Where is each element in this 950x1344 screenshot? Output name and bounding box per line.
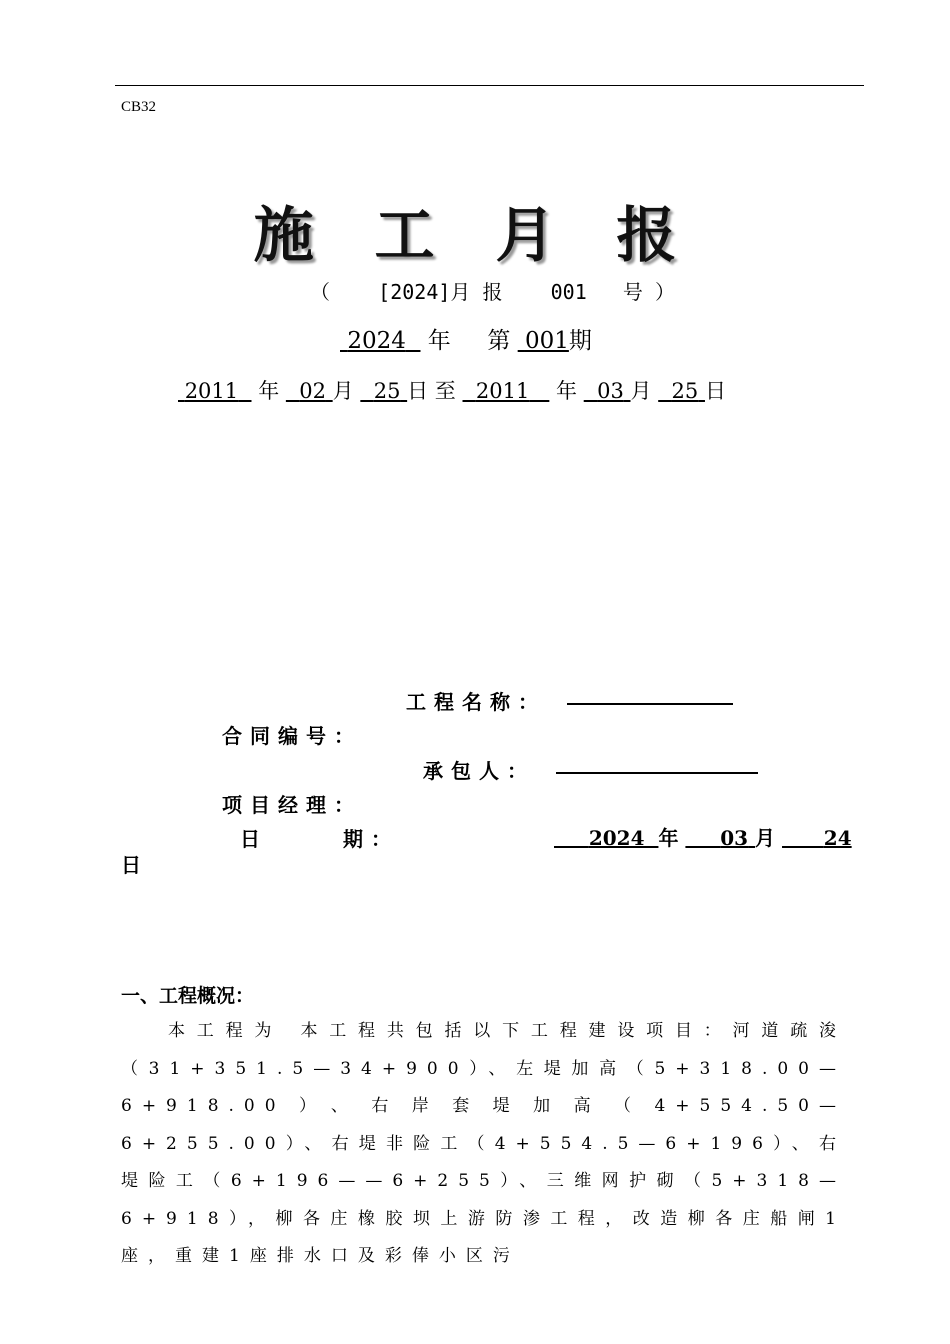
report-number-value: 001	[550, 280, 587, 304]
date-label-1: 日	[240, 827, 268, 851]
report-number-year: [2024]	[378, 280, 451, 304]
contract-no-label: 合同编号：	[222, 724, 362, 748]
report-date-month: 03	[720, 826, 749, 850]
start-year: 2011	[184, 379, 239, 403]
date-label-2: 期：	[343, 827, 399, 851]
period-year-label: 年	[427, 328, 451, 354]
contractor-line	[556, 772, 758, 774]
period-year: 2024	[347, 328, 406, 354]
period-issue: 001	[524, 328, 569, 354]
section-body: 本工程为 本工程共包括以下工程建设项目：河道疏浚（31+351.5—34+900）、左堤加高（5+318.00—6+918.00）、右岸套堤加高（4+554.50—6+255.00）、右堤非险工（4+554.5—6+196）、右堤险工（6+196——6+255）、三维网护砌（5+318—6+918），柳各庄橡胶坝上游防渗工程，改造柳各庄船闸1座，重建1座排水口及彩俸小区污	[121, 1021, 846, 1266]
end-day: 25	[671, 379, 699, 403]
contractor-label: 承包人：	[423, 759, 535, 783]
report-number-label: 月 报	[450, 280, 503, 304]
report-date-day: 24	[823, 826, 852, 850]
start-month: 02	[299, 379, 326, 403]
project-name-row	[406, 686, 733, 715]
page-title: 施 工 月 报	[253, 201, 697, 271]
report-number-close: ）	[654, 280, 675, 304]
project-name-line	[567, 703, 733, 705]
end-month: 03	[597, 379, 624, 403]
date-range: 2011 年 02 月 25 日 至 2011 年 03 月 25 日	[178, 375, 726, 405]
report-date-day-label: 日	[121, 853, 141, 877]
period-ordinal-label: 第	[487, 328, 511, 354]
project-name-label: 工程名称：	[406, 690, 546, 714]
report-date: 2024 年 03 月 24	[554, 822, 852, 851]
report-date-year: 2024	[588, 826, 645, 850]
manager-label: 项目经理：	[222, 793, 362, 817]
header-rule	[115, 85, 864, 86]
range-to: 日 至	[407, 379, 456, 403]
report-number-open: （	[310, 280, 330, 304]
period-issue-label: 期	[568, 328, 592, 354]
report-number-suffix: 号	[622, 280, 643, 304]
report-period	[340, 322, 592, 355]
end-year: 2011	[475, 379, 530, 403]
section-heading: 一、工程概况：	[121, 985, 255, 1007]
report-number	[310, 276, 675, 305]
start-day: 25	[373, 379, 401, 403]
form-code: CB32	[121, 99, 157, 115]
contractor-row	[423, 755, 758, 784]
